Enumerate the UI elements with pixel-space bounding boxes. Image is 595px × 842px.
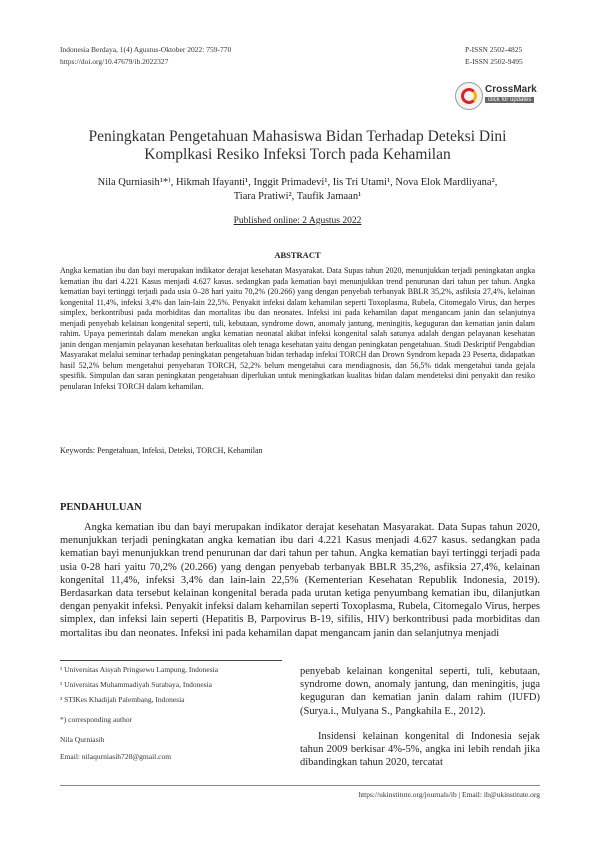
corresponding-author: *) corresponding author xyxy=(60,715,133,724)
footer-links[interactable]: https://ukinstitute.org/journals/ib | Email: ib@ukinstitute.org xyxy=(358,790,540,799)
affiliation-3: ³ STIKes Khadijah Palembang, Indonesia xyxy=(60,695,185,704)
eissn: E-ISSN 2502-9495 xyxy=(465,57,523,66)
journal-header xyxy=(60,44,360,68)
body-paragraph-1: Angka kematian ibu dan bayi merupakan indikator derajat kesehatan Masyarakat. Data Supas tahun 2020, menunjukkan terjadi peningkatan angka kematian ibu dari 4.221 Kasus menjadi 4.627 kasus. sedangkan pada kematian bayi menunjukkan trend penurunan dar dari tahun per tahun. Angka kematian bayi tertinggi terjadi pada usia 0-28 hari yaitu 70,2% (20.266) yang dengan penyebab terbanyak BBLR 35,2%, asfiksia 27,4%, kelainan kongenital 11,4%, infeksi 3,4% dan lain-lain 22,5% (Kementerian Kesehatan Republik Indonesia, 2019). Berdasarkan data tersebut kelainan kongenital berada pada urutan ketiga penyumbang kematian ibu, dilanjutkan dengan penyakit infeksi. Penyakit infeksi dalam kehamilan seperti Toxoplasma, Rubela, Citomegalo Virus, herpes simplex, dan infeksi lain seperti (Hepatitis B, Parpovirus B-19, sifilis, HIV) berkontribusi pada morbiditas dan mortalitas ibu dan neonates. Infeksi ini pada kehamilan dapat mengancam janin dan selanjutnya menjadi xyxy=(60,522,540,639)
crossmark-label: CrossMark xyxy=(485,84,537,95)
title-line-1: Peningkatan Pengetahuan Mahasiswa Bidan Terhadap Deteksi Dini xyxy=(88,128,507,145)
abstract-text: Angka kematian ibu dan bayi merupakan indikator derajat kesehatan Masyarakat. Data Supas tahun 2020, menunjukkan terjadi peningkatan angka kematian ibu dari 4.221 Kasus menjadi 4.627 kasus. sedangkan pada kematian bayi menunjukkan trend penurunan dari tahun per tahun. Angka kematian bayi tertinggi terjadi pada usia 0–28 hari yaitu 70,2% (20.266) yang dengan penyebab terbanyak BBLR 35,2%, asfiksia 27,4%, kelainan kongenital 11,4%, infeksi 3,4% dan lain-lain 22,5%. Penyakit infeksi dalam kehamilan seperti Toxoplasma, Rubela, Citomegalo Virus, dan herpes simplex, berkontribusi pada morbiditas dan mortalitas ibu dan neonates. Infeksi ini pada kehamilan dapat mengancam janin dan selanjutnya menjadi penyebab kelainan kongenital seperti, tuli, kebutaan, syndrome down, anomaly jantung, meningitis, keguguran dan kematian janin dalam rahim. Upaya pemerintah dalam menekan angka kematian neonatal akibat infeksi kongenital salah satunya adalah dengan pelayanan kesehatan janin dengan menjamin pelayanan kesehatan berkualitas oleh tenaga kesehatan yaitu dengan peningkatan pengetahuan. Studi Deskriptif Pengabdian Masyarakat melalui seminar terhadap peningkatan pengetahuan bidan terhadap infeksi TORCH dan Drown Syndrom kepada 23 Peserta, didapatkan hasil 52,2% belum mengetahui penyebaran TORCH, 52,2% belum mengetahui cara mendiagnosis, dan 56,5% tidak mengetahui tanda gejala spesifik. Simpulan dan saran peningkatan pengetahuan diperlukan untuk meningkatkan kualitas bidan dalam mendeteksi dini penyakit dan resiko penularan Infeksi TORCH dalam kehamilan. xyxy=(60,266,535,391)
title-line-2: Komplkasi Resiko Infeksi Torch pada Kehamilan xyxy=(144,146,451,163)
affiliation-1: ¹ Universitas Aisyah Pringsewu Lampung, Indonesia xyxy=(60,665,219,674)
published-date xyxy=(60,216,535,226)
pissn: P-ISSN 2502-4825 xyxy=(465,45,523,54)
footnote-divider xyxy=(60,660,282,661)
corresponding-name: Nila Qurniasih xyxy=(60,735,105,744)
authors-line-2: Tiara Pratiwi², Taufik Jamaan¹ xyxy=(233,191,362,202)
abstract-heading: ABSTRACT xyxy=(274,250,321,260)
published-text: Published online: 2 Agustus 2022 xyxy=(233,216,362,226)
author-list xyxy=(60,176,535,204)
doi-link[interactable]: https://doi.org/10.47679/ib.2022327 xyxy=(60,57,169,66)
authors-line-1: Nila Qurniasih¹*⁾, Hikmah Ifayanti¹, Inggit Primadevi¹, Iis Tri Utami¹, Nova Elok Mardliyana², xyxy=(97,177,498,188)
body-paragraph-2: penyebab kelainan kongenital seperti, tuli, kebutaan, syndrome down, anomaly jantung, dan meningitis, juga keguguran dan kematian janin dalam rahim (IUFD) (Surya.i., Mulyana S., Pangkahila E., 2012). xyxy=(300,666,540,717)
crossmark-icon xyxy=(455,82,483,110)
body-paragraph-3: Insidensi kelainan kongenital di Indonesia sejak tahun 2009 berkisar 4%-5%, angka ini lebih rendah jika dibandingkan tahun 2020, tercatat xyxy=(300,731,540,769)
crossmark-sub: click for updates xyxy=(485,97,534,103)
section-heading: PENDAHULUAN xyxy=(60,502,142,513)
crossmark-badge[interactable] xyxy=(455,80,545,110)
affiliation-2: ² Universitas Muhammadiyah Surabaya, Indonesia xyxy=(60,680,213,689)
keywords: Keywords: Pengetahuan, Infeksi, Deteksi, TORCH, Kehamilan xyxy=(60,446,263,455)
corresponding-email[interactable]: Email: nilaqurniasih728@gmail.com xyxy=(60,752,172,761)
paper-title xyxy=(60,128,535,164)
footer-divider xyxy=(60,785,540,786)
journal-citation: Indonesia Berdaya, 1(4) Agustus-Oktober 2022: 759-770 xyxy=(60,45,232,54)
issn-block xyxy=(465,44,545,68)
